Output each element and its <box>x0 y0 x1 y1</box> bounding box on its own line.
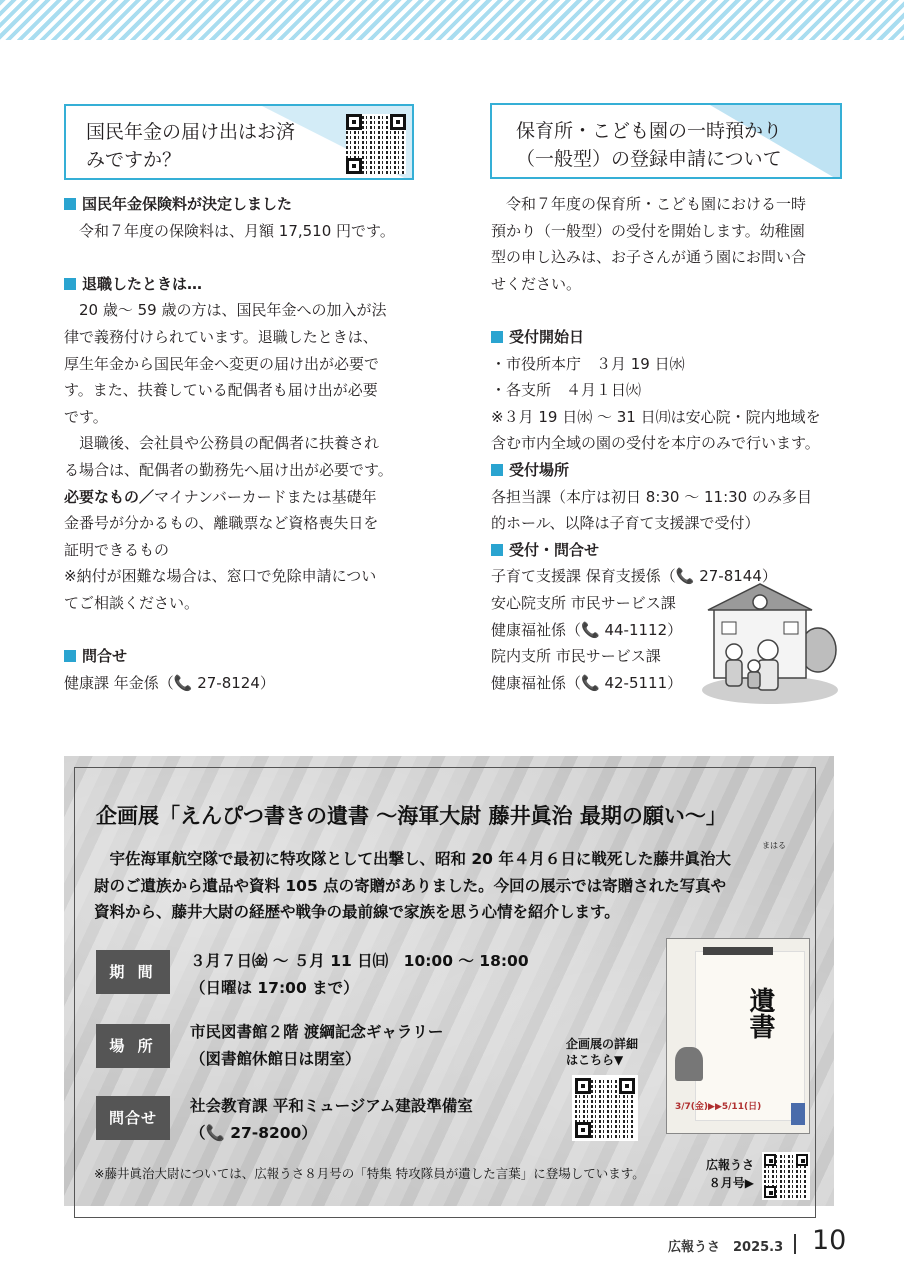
childcare-title-box <box>490 103 842 179</box>
contact-value: 社会教育課 平和ミュージアム建設準備室 （📞 27-8200） <box>190 1097 473 1142</box>
square-bullet-icon <box>491 331 503 343</box>
paragraph-line: 的ホール、以降は子育て支援課で受付） <box>491 514 760 533</box>
square-bullet-icon <box>491 544 503 556</box>
publication-name: 広報うさ 2025.3 <box>668 1240 784 1255</box>
section-heading: 国民年金保険料が決定しました <box>64 191 420 218</box>
pension-title: 国民年金の届け出はお済 みですか？ <box>86 121 296 171</box>
square-bullet-icon <box>64 278 76 290</box>
paragraph-line: 含む市内全域の園の受付を本庁のみで行います。 <box>491 434 820 453</box>
exhibition-qr-caption: 企画展の詳細 はこちら▼ <box>566 1037 639 1067</box>
period-value: ３月７日㈮ ～ ５月 11 日㈰ 10:00 ～ 18:00 （日曜は 17:00 まで） <box>190 952 529 997</box>
paragraph-line: 退職後、会社員や公務員の配偶者に扶養され <box>79 434 380 453</box>
section-heading: 受付開始日 <box>491 324 847 351</box>
page-number: 10 <box>812 1225 847 1256</box>
exhibition-poster-image <box>666 938 810 1134</box>
contact-line: 健康福祉係（📞 42-5111） <box>491 673 683 692</box>
name-reading-ruby: まはる <box>762 841 786 850</box>
contact-line: 院内支所 市民サービス課 <box>491 647 661 666</box>
paragraph-line: ・各支所 ４月１日㈫ <box>491 381 642 400</box>
paragraph-line: 金番号が分かるもの、離職票など資格喪失日を <box>64 514 379 533</box>
paragraph-line: ※納付が困難な場合は、窓口で免除申請につい <box>64 567 377 586</box>
pension-article <box>64 191 420 696</box>
exhibition-qr-code[interactable] <box>572 1075 638 1141</box>
top-stripe-band <box>0 0 904 40</box>
place-value: 市民図書館２階 渡綱記念ギャラリー （図書館休館日は閉室） <box>190 1023 444 1068</box>
section-heading: 受付場所 <box>491 457 847 484</box>
paragraph-line: 令和７年度の保育所・こども園における一時 <box>506 195 807 213</box>
footer-divider <box>794 1234 796 1254</box>
period-label: 期 間 <box>96 950 170 994</box>
childcare-title: 保育所・こども園の一時預かり （一般型）の登録申請について <box>516 120 783 170</box>
contact-line: 健康福祉係（📞 44-1112） <box>491 620 683 639</box>
pension-title-box <box>64 104 414 180</box>
qr-code[interactable] <box>346 114 406 174</box>
poster-portrait <box>675 1047 703 1081</box>
poster-title: 遺書 <box>745 987 775 1039</box>
paragraph-line: せください。 <box>491 274 582 293</box>
school-children-illustration <box>700 580 840 705</box>
bulletin-qr-code[interactable] <box>762 1152 810 1200</box>
contact-line: 安心院支所 市民サービス課 <box>491 593 676 612</box>
paragraph-line: 20 歳～ 59 歳の方は、国民年金への加入が法 <box>79 301 387 320</box>
square-bullet-icon <box>491 464 503 476</box>
paragraph-line: 令和７年度の保険料は、月額 17,510 円です。 <box>79 221 395 240</box>
paragraph-line: す。また、扶養している配偶者も届け出が必要 <box>64 381 378 400</box>
paragraph-line: 各担当課（本庁は初日 8:30 ～ 11:30 のみ多目 <box>491 487 812 506</box>
exhibition-title: 企画展「えんぴつ書きの遺書 ～海軍大尉 藤井眞治 最期の願い～」 <box>96 803 727 828</box>
paragraph-line: てご相談ください。 <box>64 593 200 612</box>
square-bullet-icon <box>64 198 76 210</box>
bulletin-qr-caption: 広報うさ ８月号▶ <box>706 1158 755 1190</box>
poster-header-band <box>703 947 773 955</box>
paragraph-line: る場合は、配偶者の勤務先へ届け出が必要です。 <box>64 460 393 479</box>
poster-dates: 3/7(金)▶▶5/11(日) <box>675 1102 762 1112</box>
square-bullet-icon <box>64 650 76 662</box>
section-heading: 退職したときは… <box>64 271 420 298</box>
exhibition-description: 宇佐海軍航空隊で最初に特攻隊として出撃し、昭和 20 年４月６日に戦死した藤井眞治大 尉のご遺族から遺品や資料 105 点の寄贈がありました。今回の展示では寄贈された写真や 資料から、藤井大尉の経歴や戦争の最前線で家族を思う心情を紹介します。 <box>94 850 731 921</box>
paragraph-line: です。 <box>64 407 108 426</box>
paragraph-line: ・市役所本庁 ３月 19 日㈬ <box>491 354 685 373</box>
paragraph-line: 厚生年金から国民年金へ変更の届け出が必要で <box>64 354 380 373</box>
paragraph-line: 必要なもの／マイナンバーカードまたは基礎年 <box>64 487 377 506</box>
paragraph-line: ※３月 19 日㈬ ～ 31 日㈪は安心院・院内地域を <box>491 407 821 426</box>
section-heading: 受付・問合せ <box>491 537 847 564</box>
place-label: 場 所 <box>96 1024 170 1068</box>
paragraph-line: 証明できるもの <box>64 540 170 559</box>
paragraph-line: 預かり（一般型）の受付を開始します。幼稚園 <box>491 221 805 240</box>
contact-label: 問合せ <box>96 1096 170 1140</box>
contact-line: 健康課 年金係（📞 27-8124） <box>64 673 275 692</box>
paragraph-line: 律で義務付けられています。退職したときは、 <box>64 327 378 346</box>
section-heading: 問合せ <box>64 643 420 670</box>
paragraph-line: 型の申し込みは、お子さんが通う園にお問い合 <box>491 248 807 267</box>
contact-line: 子育て支援課 保育支援係（📞 27-8144） <box>491 567 777 586</box>
poster-badge <box>791 1103 805 1125</box>
exhibition-footnote: ※藤井眞治大尉については、広報うさ８月号の「特集 特攻隊員が遺した言葉」に登場しています。 <box>94 1166 645 1181</box>
